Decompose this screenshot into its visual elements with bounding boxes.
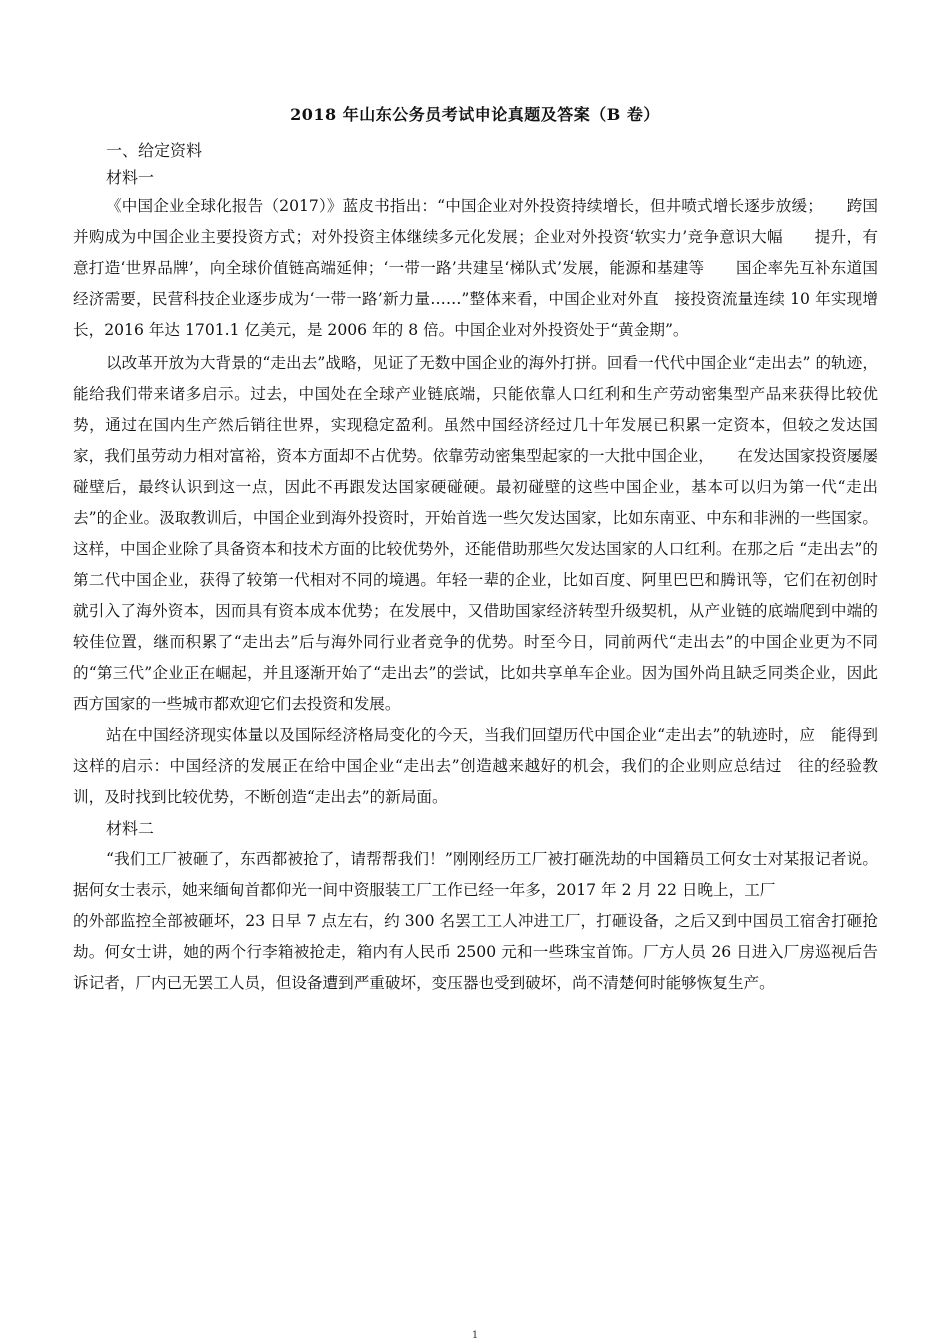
material-2-paragraph-1: “我们工厂被砸了，东西都被抢了，请帮帮我们！”刚刚经历工厂被打砸洗劫的中国籍员工何女士对某报记者说。据何女士表示，她来缅甸首都仰光一间中资服装工厂工作已经一年多，2017 年 2 月 22 日晚上，工厂	[73, 850, 878, 899]
material-1-paragraph-2: 以改革开放为大背景的“走出去”战略，见证了无数中国企业的海外打拼。回看一代代中国企业“走出去” 的轨迹，能给我们带来诸多启示。过去，中国处在全球产业链底端，只能依靠人口红利和生产劳动密集型产品来获得比较优势，通过在国内生产然后销往世界，实现稳定盈利。虽然中国经济经过几十年发展已积累一定资本，但较之发达国家，我们虽劳动力相对富裕，资本方面却不占优势。依靠劳动密集型起家的一大批中国企业， 在发达国家投资屡屡碰壁后，最终认识到这一点，因此不再跟发达国家硬碰硬。最初碰壁的这些中国企业，基本可以归为第一代“走出去”的企业。汲取教训后，中国企业到海外投资时，开始首选一些欠发达国家，比如东南亚、中东和非洲的一些国家。这样，中国企业除了具备资本和技术方面的比较优势外，还能借助那些欠发达国家的人口红利。在那之后 “走出去”的第二代中国企业，获得了较第一代相对不同的境遇。年轻一辈的企业，比如百度、阿里巴巴和腾讯等，它们在初创时就引入了海外资本，因而具有资本成本优势；在发展中，又借助国家经济转型升级契机，从产业链的底端爬到中端的较佳位置，继而积累了“走出去”后与海外同行业者竞争的优势。时至今日，同前两代“走出去”的中国企业更为不同的“第三代”企业正在崛起，并且逐渐开始了“走出去”的尝试，比如共享单车企业。因为国外尚且缺乏同类企业，因此西方国家的一些城市都欢迎它们去投资和发展。	[73, 354, 878, 713]
page-number: 1	[471, 1330, 479, 1341]
material-2-paragraph-2: 的外部监控全部被砸坏，23 日早 7 点左右，约 300 名罢工工人冲进工厂，打砸设备，之后又到中国员工宿舍打砸抢劫。何女士讲，她的两个行李箱被抢走，箱内有人民币 2500 元和一些珠宝首饰。厂方人员 26 日进入厂房巡视后告诉记者，厂内已无罢工人员，但设备遭到严重破坏，变压器也受到破坏，尚不清楚何时能够恢复生产。	[73, 912, 878, 992]
page-title: 2018 年山东公务员考试申论真题及答案（B 卷）	[290, 105, 660, 124]
material-2-label: 材料二	[106, 819, 155, 838]
document-body	[73, 137, 878, 999]
section-heading: 一、给定资料	[106, 141, 203, 160]
material-1-paragraph-1: 《中国企业全球化报告（2017）》蓝皮书指出：“中国企业对外投资持续增长，但井喷式增长逐步放缓； 跨国并购成为中国企业主要投资方式；对外投资主体继续多元化发展；企业对外投资‘软实力’竞争意识大幅 提升，有意打造‘世界品牌’，向全球价值链高端延伸；‘一带一路’共建呈‘梯队式’发展，能源和基建等 国企率先互补东道国经济需要，民营科技企业逐步成为‘一带一路’新力量……”整体来看，中国企业对外直 接投资流量连续 10 年实现增长，2016 年达 1701.1 亿美元，是 2006 年的 8 倍。中国企业对外投资处于“黄金期”。	[73, 197, 878, 339]
material-1-label: 材料一	[106, 168, 155, 187]
material-1-paragraph-3: 站在中国经济现实体量以及国际经济格局变化的今天，当我们回望历代中国企业“走出去”的轨迹时，应 能得到这样的启示：中国经济的发展正在给中国企业“走出去”创造越来越好的机会，我们的企业则应总结过 往的经验教训，及时找到比较优势，不断创造“走出去”的新局面。	[73, 726, 878, 806]
